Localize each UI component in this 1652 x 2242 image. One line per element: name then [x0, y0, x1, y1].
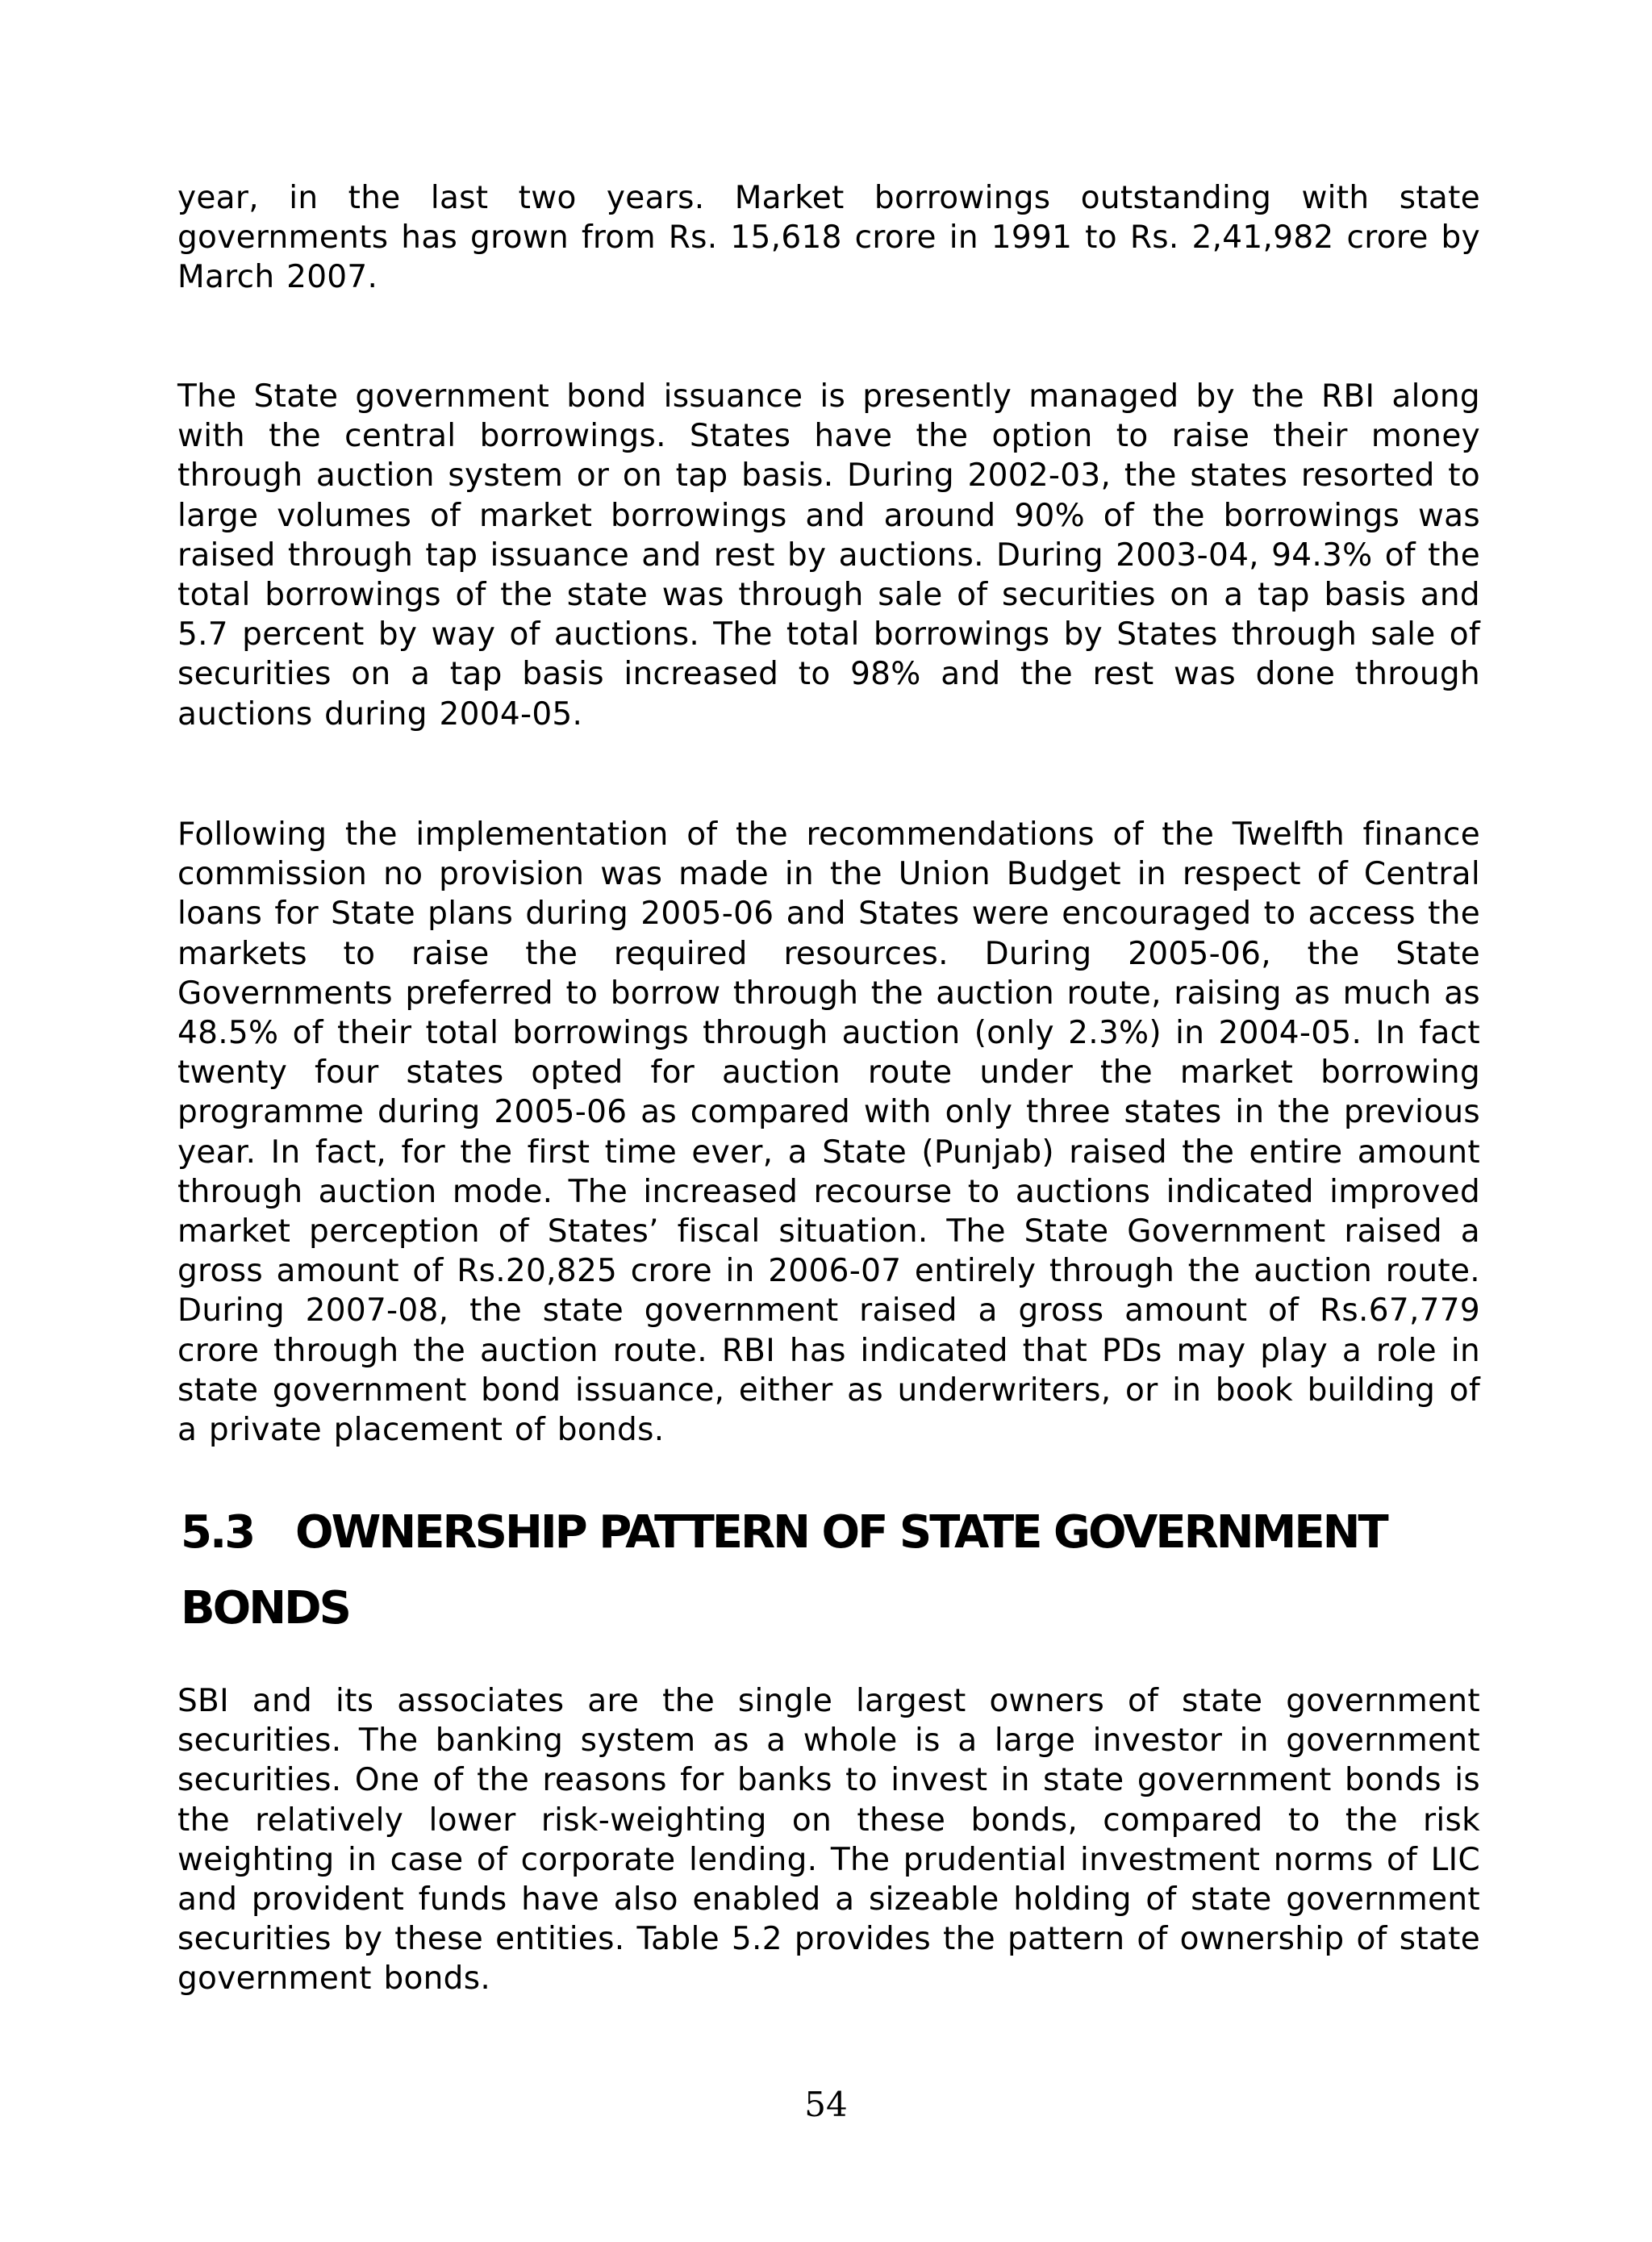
paragraph-twelfth-finance-commission: Following the implementation of the recommendations of the Twelfth finance commission no provision was made in the Union Budget in respect of Central loans for State plans during 2005-06 and States were encouraged to access the markets to raise the required resources. During 2005-06, the State Governments preferred to borrow through the auction route, raising as much as 48.5% of their total borrowings through auction (only 2.3%) in 2004-05. In fact twenty four states opted for auction route under the market borrowing programme during 2005-06 as compared with only three states in the previous year. In fact, for the first time ever, a State (Punjab) raised the entire amount through auction mode. The increased recourse to auctions indicated improved market perception of States’ fiscal situation. The State Government raised a gross amount of Rs.20,825 crore in 2006-07 entirely through the auction route. During 2007-08, the state government raised a gross amount of Rs.67,779 crore through the auction route. RBI has indicated that PDs may play a role in state government bond issuance, either as underwriters, or in book building of a private placement of bonds.: [177, 816, 1480, 1449]
section-title: OWNERSHIP PATTERN OF STATE GOVERNMENT BONDS: [181, 1506, 1387, 1635]
section-number: 5.3: [181, 1506, 254, 1559]
paragraph-ownership: SBI and its associates are the single largest owners of state government securities. The banking system as a whole is a large investor in government securities. One of the reasons for banks to invest in state government bonds is the relatively lower risk-weighting on these bonds, compared to the risk weighting in case of corporate lending. The prudential investment norms of LIC and provident funds have also enabled a sizeable holding of state government securities by these entities. Table 5.2 provides the pattern of ownership of state government bonds.: [177, 1683, 1480, 1998]
paragraph-bond-issuance: The State government bond issuance is presently managed by the RBI along with the central borrowings. States have the option to raise their money through auction system or on tap basis. During 2002-03, the states resorted to large volumes of market borrowings and around 90% of the borrowings was raised through tap issuance and rest by auctions. During 2003-04, 94.3% of the total borrowings of the state was through sale of securities on a tap basis and 5.7 percent by way of auctions. The total borrowings by States through sale of securities on a tap basis increased to 98% and the rest was done through auctions during 2004-05.: [177, 378, 1480, 733]
section-heading: [181, 1495, 1552, 1647]
page-number: 54: [804, 2085, 848, 2124]
paragraph-market-borrowings: year, in the last two years. Market borrowings outstanding with state governments has grown from Rs. 15,618 crore in 1991 to Rs. 2,41,982 crore by March 2007.: [177, 180, 1480, 296]
